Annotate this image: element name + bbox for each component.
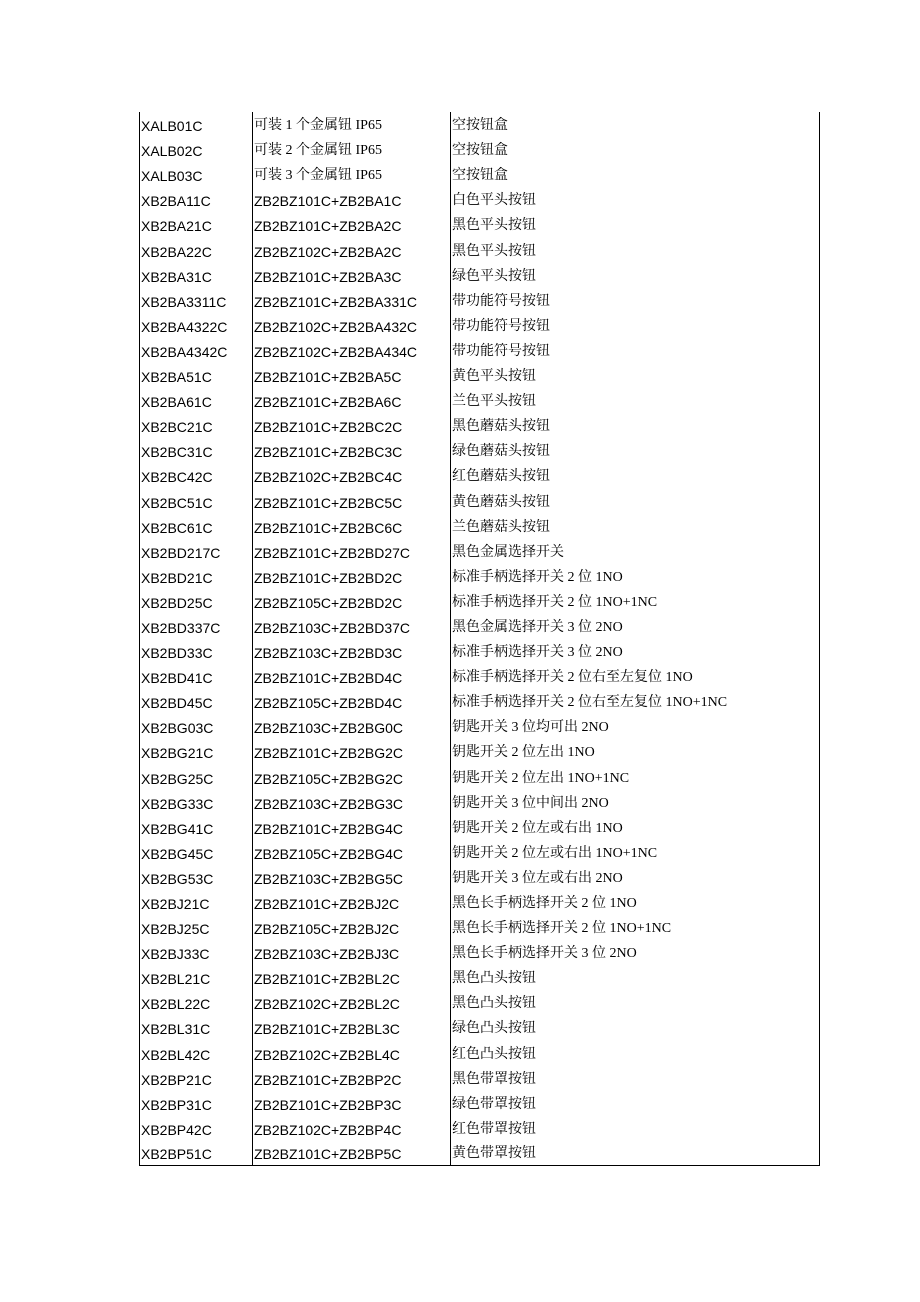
component-code-cell: ZB2BZ101C+ZB2BC5C xyxy=(253,488,451,513)
table-row xyxy=(140,739,820,764)
model-code-cell: XALB02C xyxy=(141,143,203,160)
model-code-cell: XB2BA31C xyxy=(141,268,212,285)
model-code-cell: XB2BD41C xyxy=(141,670,213,687)
component-code-cell: ZB2BZ105C+ZB2BD2C xyxy=(253,589,451,614)
table-row xyxy=(140,438,820,463)
component-code-cell: ZB2BZ103C+ZB2BG0C xyxy=(253,714,451,739)
model-code-cell: XB2BD33C xyxy=(141,645,213,662)
component-code-cell: ZB2BZ102C+ZB2BC4C xyxy=(253,463,451,488)
component-code-cell: ZB2BZ101C+ZB2BA331C xyxy=(253,288,451,313)
table-row xyxy=(140,1091,820,1116)
description-cell: 绿色凸头按钮 xyxy=(451,1015,820,1040)
table-row xyxy=(140,564,820,589)
component-code-cell: 可装 1 个金属钮 IP65 xyxy=(253,112,451,137)
model-code-cell: XB2BP21C xyxy=(141,1071,212,1088)
component-code-cell: ZB2BZ101C+ZB2BJ2C xyxy=(253,890,451,915)
table-row xyxy=(140,112,820,137)
table-row xyxy=(140,840,820,865)
description-cell: 黑色平头按钮 xyxy=(451,212,820,237)
component-code-cell: ZB2BZ105C+ZB2BJ2C xyxy=(253,915,451,940)
model-code-cell: XB2BA22C xyxy=(141,243,212,260)
table-row xyxy=(140,639,820,664)
model-code-cell: XB2BC61C xyxy=(141,519,213,536)
component-code-cell: ZB2BZ101C+ZB2BA3C xyxy=(253,263,451,288)
table-row xyxy=(140,664,820,689)
description-cell: 黑色凸头按钮 xyxy=(451,965,820,990)
table-row xyxy=(140,965,820,990)
table-row xyxy=(140,940,820,965)
description-cell: 兰色蘑菇头按钮 xyxy=(451,514,820,539)
table-row xyxy=(140,263,820,288)
component-code-cell: ZB2BZ101C+ZB2BL3C xyxy=(253,1015,451,1040)
table-row xyxy=(140,1015,820,1040)
model-code-cell: XB2BG45C xyxy=(141,845,214,862)
table-row xyxy=(140,790,820,815)
component-code-cell: ZB2BZ103C+ZB2BG3C xyxy=(253,790,451,815)
description-cell: 黑色长手柄选择开关 2 位 1NO xyxy=(451,890,820,915)
model-code-cell: XB2BL42C xyxy=(141,1046,211,1063)
table-row xyxy=(140,413,820,438)
table-row xyxy=(140,1040,820,1065)
description-cell: 红色蘑菇头按钮 xyxy=(451,463,820,488)
description-cell: 兰色平头按钮 xyxy=(451,388,820,413)
description-cell: 标准手柄选择开关 2 位 1NO+1NC xyxy=(451,589,820,614)
component-code-cell: 可装 2 个金属钮 IP65 xyxy=(253,137,451,162)
description-cell: 白色平头按钮 xyxy=(451,187,820,212)
description-cell: 标准手柄选择开关 2 位 1NO xyxy=(451,564,820,589)
product-table-body xyxy=(140,112,820,1166)
component-code-cell: ZB2BZ102C+ZB2BA434C xyxy=(253,338,451,363)
model-code-cell: XB2BD25C xyxy=(141,594,213,611)
description-cell: 黑色长手柄选择开关 3 位 2NO xyxy=(451,940,820,965)
table-row xyxy=(140,187,820,212)
description-cell: 标准手柄选择开关 3 位 2NO xyxy=(451,639,820,664)
description-cell: 黄色蘑菇头按钮 xyxy=(451,488,820,513)
table-row xyxy=(140,1141,820,1166)
table-row xyxy=(140,539,820,564)
model-code-cell: XALB03C xyxy=(141,168,203,185)
table-row xyxy=(140,890,820,915)
description-cell: 绿色平头按钮 xyxy=(451,263,820,288)
table-row xyxy=(140,313,820,338)
component-code-cell: ZB2BZ105C+ZB2BG4C xyxy=(253,840,451,865)
table-row xyxy=(140,990,820,1015)
model-code-cell: XB2BD21C xyxy=(141,569,213,586)
component-code-cell: ZB2BZ101C+ZB2BD27C xyxy=(253,539,451,564)
model-code-cell: XB2BL31C xyxy=(141,1021,211,1038)
description-cell: 钥匙开关 2 位左出 1NO xyxy=(451,739,820,764)
model-code-cell: XB2BD217C xyxy=(141,544,221,561)
model-code-cell: XB2BJ21C xyxy=(141,896,210,912)
description-cell: 钥匙开关 3 位中间出 2NO xyxy=(451,790,820,815)
description-cell: 标准手柄选择开关 2 位右至左复位 1NO xyxy=(451,664,820,689)
model-code-cell: XB2BG33C xyxy=(141,795,214,812)
model-code-cell: XB2BL21C xyxy=(141,971,211,988)
model-code-cell: XB2BC21C xyxy=(141,419,213,436)
table-row xyxy=(140,915,820,940)
model-code-cell: XB2BD337C xyxy=(141,619,221,636)
component-code-cell: 可装 3 个金属钮 IP65 xyxy=(253,162,451,187)
table-row xyxy=(140,212,820,237)
table-row xyxy=(140,1066,820,1091)
component-code-cell: ZB2BZ103C+ZB2BD37C xyxy=(253,614,451,639)
model-code-cell: XB2BD45C xyxy=(141,695,213,712)
model-code-cell: XB2BG53C xyxy=(141,870,214,887)
component-code-cell: ZB2BZ105C+ZB2BG2C xyxy=(253,764,451,789)
model-code-cell: XB2BP42C xyxy=(141,1121,212,1138)
component-code-cell: ZB2BZ101C+ZB2BC6C xyxy=(253,514,451,539)
product-table xyxy=(139,112,820,1166)
component-code-cell: ZB2BZ101C+ZB2BG2C xyxy=(253,739,451,764)
table-row xyxy=(140,137,820,162)
description-cell: 标准手柄选择开关 2 位右至左复位 1NO+1NC xyxy=(451,689,820,714)
description-cell: 带功能符号按钮 xyxy=(451,288,820,313)
model-code-cell: XB2BP51C xyxy=(140,1141,253,1166)
component-code-cell: ZB2BZ101C+ZB2BD4C xyxy=(253,664,451,689)
component-code-cell: ZB2BZ101C+ZB2BC2C xyxy=(253,413,451,438)
model-code-cell: XB2BA4342C xyxy=(141,343,228,360)
table-row xyxy=(140,865,820,890)
model-code-cell: XALB01C xyxy=(141,118,203,135)
model-code-cell: XB2BA4322C xyxy=(141,318,228,335)
model-code-cell: XB2BG25C xyxy=(141,770,214,787)
description-cell: 空按钮盒 xyxy=(451,137,820,162)
model-code-cell: XB2BL22C xyxy=(141,996,211,1013)
model-code-cell: XB2BC31C xyxy=(141,444,213,461)
component-code-cell: ZB2BZ101C+ZB2BC3C xyxy=(253,438,451,463)
component-code-cell: ZB2BZ101C+ZB2BP3C xyxy=(253,1091,451,1116)
component-code-cell: ZB2BZ102C+ZB2BA432C xyxy=(253,313,451,338)
component-code-cell: ZB2BZ103C+ZB2BJ3C xyxy=(253,940,451,965)
table-row xyxy=(140,237,820,262)
model-code-cell: XB2BJ25C xyxy=(141,921,210,938)
description-cell: 钥匙开关 2 位左出 1NO+1NC xyxy=(451,764,820,789)
model-code-cell: XB2BG03C xyxy=(141,720,214,737)
table-row xyxy=(140,714,820,739)
component-code-cell: ZB2BZ103C+ZB2BG5C xyxy=(253,865,451,890)
description-cell: 红色带罩按钮 xyxy=(451,1116,820,1141)
description-cell: 空按钮盒 xyxy=(451,112,820,137)
component-code-cell: ZB2BZ101C+ZB2BA2C xyxy=(253,212,451,237)
model-code-cell: XB2BA11C xyxy=(141,193,211,210)
table-row xyxy=(140,514,820,539)
model-code-cell: XB2BA61C xyxy=(141,394,212,411)
component-code-cell: ZB2BZ102C+ZB2BL2C xyxy=(253,990,451,1015)
description-cell: 带功能符号按钮 xyxy=(451,313,820,338)
description-cell: 钥匙开关 2 位左或右出 1NO+1NC xyxy=(451,840,820,865)
table-row xyxy=(140,815,820,840)
component-code-cell: ZB2BZ101C+ZB2BA1C xyxy=(253,187,451,212)
table-row xyxy=(140,589,820,614)
description-cell: 红色凸头按钮 xyxy=(451,1040,820,1065)
table-row xyxy=(140,488,820,513)
table-row xyxy=(140,614,820,639)
document-page xyxy=(139,112,819,1166)
table-row xyxy=(140,689,820,714)
description-cell: 钥匙开关 2 位左或右出 1NO xyxy=(451,815,820,840)
table-row xyxy=(140,1116,820,1141)
model-code-cell: XB2BJ33C xyxy=(141,946,210,963)
component-code-cell: ZB2BZ103C+ZB2BD3C xyxy=(253,639,451,664)
description-cell: 黄色平头按钮 xyxy=(451,363,820,388)
description-cell: 黑色蘑菇头按钮 xyxy=(451,413,820,438)
table-row xyxy=(140,363,820,388)
model-code-cell: XB2BA3311C xyxy=(141,293,227,310)
description-cell: 黑色长手柄选择开关 2 位 1NO+1NC xyxy=(451,915,820,940)
table-row xyxy=(140,288,820,313)
table-row xyxy=(140,388,820,413)
table-row xyxy=(140,463,820,488)
description-cell: 黑色带罩按钮 xyxy=(451,1066,820,1091)
component-code-cell: ZB2BZ101C+ZB2BA5C xyxy=(253,363,451,388)
description-cell: 黑色凸头按钮 xyxy=(451,990,820,1015)
model-code-cell: XB2BC42C xyxy=(141,469,213,486)
description-cell: 空按钮盒 xyxy=(451,162,820,187)
component-code-cell: ZB2BZ102C+ZB2BL4C xyxy=(253,1040,451,1065)
model-code-cell: XB2BA51C xyxy=(141,369,212,386)
component-code-cell: ZB2BZ101C+ZB2BA6C xyxy=(253,388,451,413)
component-code-cell: ZB2BZ101C+ZB2BG4C xyxy=(253,815,451,840)
model-code-cell: XB2BG21C xyxy=(141,745,214,762)
component-code-cell: ZB2BZ102C+ZB2BP4C xyxy=(253,1116,451,1141)
model-code-cell: XB2BG41C xyxy=(141,820,214,837)
description-cell: 钥匙开关 3 位左或右出 2NO xyxy=(451,865,820,890)
description-cell: 绿色带罩按钮 xyxy=(451,1091,820,1116)
model-code-cell: XB2BA21C xyxy=(141,218,212,235)
model-code-cell: XB2BP31C xyxy=(141,1096,212,1113)
description-cell: 黑色金属选择开关 xyxy=(451,539,820,564)
description-cell: 钥匙开关 3 位均可出 2NO xyxy=(451,714,820,739)
component-code-cell: ZB2BZ101C+ZB2BP5C xyxy=(253,1141,451,1166)
component-code-cell: ZB2BZ101C+ZB2BD2C xyxy=(253,564,451,589)
table-row xyxy=(140,162,820,187)
table-row xyxy=(140,338,820,363)
component-code-cell: ZB2BZ105C+ZB2BD4C xyxy=(253,689,451,714)
component-code-cell: ZB2BZ102C+ZB2BA2C xyxy=(253,237,451,262)
description-cell: 黑色平头按钮 xyxy=(451,237,820,262)
description-cell: 黑色金属选择开关 3 位 2NO xyxy=(451,614,820,639)
description-cell: 黄色带罩按钮 xyxy=(451,1141,820,1166)
description-cell: 带功能符号按钮 xyxy=(451,338,820,363)
component-code-cell: ZB2BZ101C+ZB2BP2C xyxy=(253,1066,451,1091)
model-code-cell: XB2BC51C xyxy=(141,494,213,511)
table-row xyxy=(140,764,820,789)
description-cell: 绿色蘑菇头按钮 xyxy=(451,438,820,463)
component-code-cell: ZB2BZ101C+ZB2BL2C xyxy=(253,965,451,990)
